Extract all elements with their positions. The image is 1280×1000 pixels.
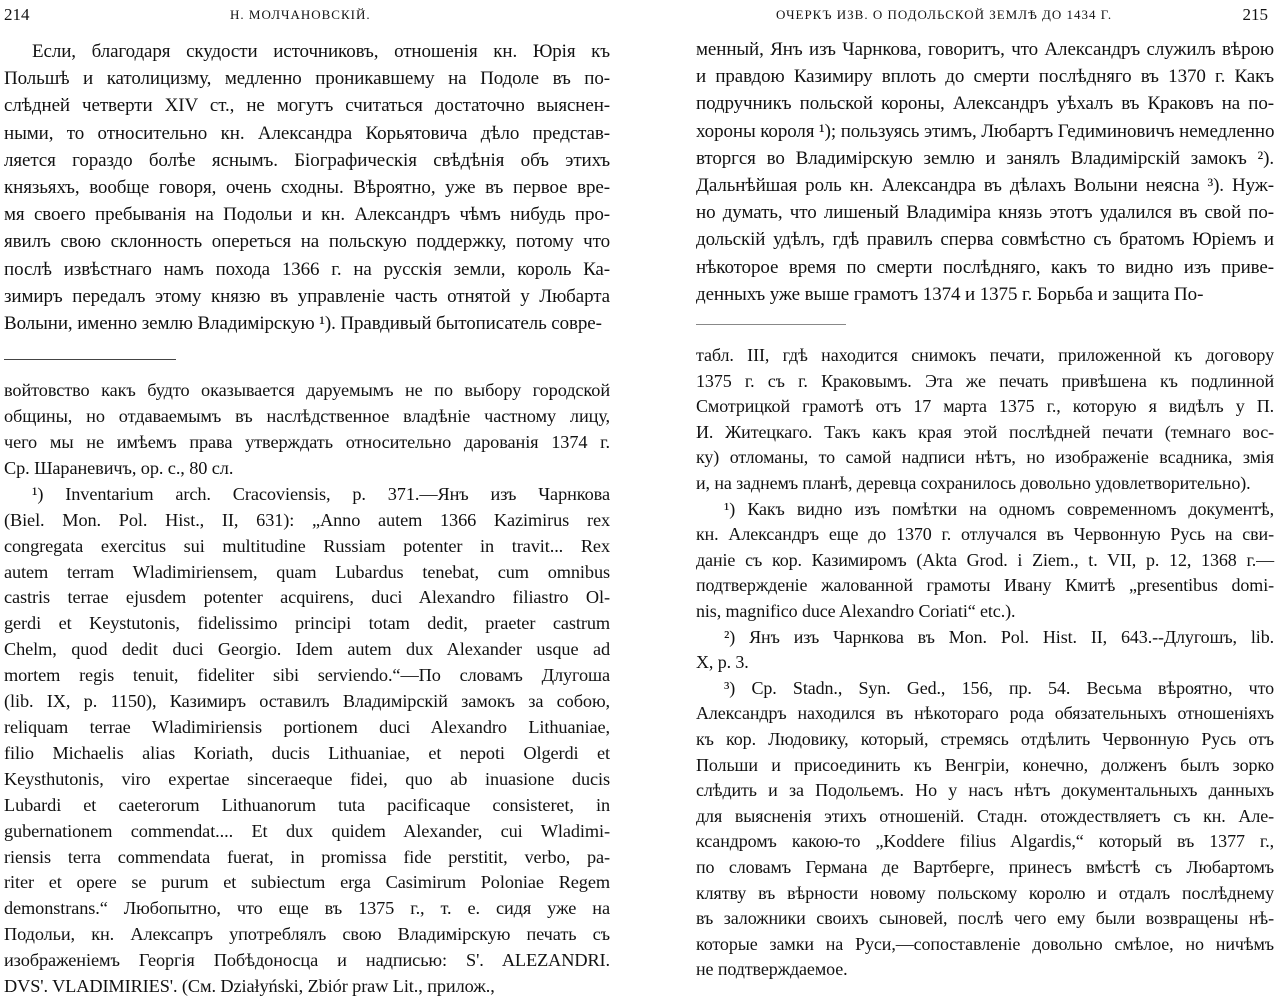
footnote-line: gerdi et Keystutonis, fidelissimo principi totam dedit, praeter castrum xyxy=(4,613,610,634)
text-line: дольскій удѣлъ, гдѣ правилъ сперва совмѣстно съ братомъ Юріемъ и xyxy=(696,229,1274,251)
footnote-line: demonstrans.“ Любопытно, что еще въ 1375 г., т. е. сидя уже на xyxy=(4,898,610,919)
footnote-line: ³) Ср. Stadn., Syn. Ged., 156, пр. 54. Весьма вѣроятно, что xyxy=(724,677,1274,698)
right-footnotes xyxy=(696,343,1274,983)
footnote-line: ксандромъ какою-то „Koddere filius Algardis,“ который въ 1377 г., xyxy=(696,831,1274,852)
left-page-number: 214 xyxy=(4,5,30,24)
footnote-line: чего мы не имѣемъ права утверждать относительно дарованія 1374 г. xyxy=(4,432,610,453)
right-page-number: 215 xyxy=(1242,5,1268,24)
footnote-line: Lubardi et caeterorum Lithuanorum tuta pacificaque consisteret, in xyxy=(4,794,610,815)
footnote-line: кн. Александръ еще до 1370 г. отлучался въ Червонную Русь на сви- xyxy=(696,524,1274,545)
footnote-line: (Biel. Mon. Pol. Hist., II, 631): „Anno autem 1366 Kazimirus rex xyxy=(4,509,610,530)
footnote-line: DVS'. VLADIMIRIES'. (См. Działyński, Zbiór praw Lit., прилож., xyxy=(4,976,495,997)
footnote-line: Chelm, quod dedit duci Georgio. Idem autem dux Alexander usque ad xyxy=(4,639,610,660)
footnote-line: въ заложники своихъ сыновей, послѣ чего ему были возвращены нѣ- xyxy=(696,908,1274,929)
footnote-line: ку) отломаны, то самой надписи нѣтъ, но изображеніе всадника, змія xyxy=(696,447,1274,468)
footnote-line: mortem regis tenuit, fideliter sibi serviendo.“—По словамъ Длугоша xyxy=(4,665,610,686)
footnote-line: ²) Янъ изъ Чарнкова въ Mon. Pol. Hist. II, 643.--Длугошъ, lib. xyxy=(724,626,1274,647)
right-running-title: ОЧЕРКЪ ИЗВ. О ПОДОЛЬСКОЙ ЗЕМЛѢ ДО 1434 Г. xyxy=(776,7,1113,22)
left-page xyxy=(0,0,622,997)
footnote-line: по словамъ Германа де Вартберге, принесъ вмѣстѣ съ Любартомъ xyxy=(696,856,1274,877)
footnote-line: войтовство какъ будто оказывается даруемымъ не по выбору городской xyxy=(4,380,610,401)
text-line: Польшѣ и католицизму, медленно проникавшему на Подоле въ по- xyxy=(4,68,610,90)
text-line: Дальнѣйшая роль кн. Александра въ дѣлахъ Волыни неясна ³). Нуж- xyxy=(696,175,1274,197)
text-line: послѣ извѣстнаго намъ похода 1366 г. на русскія земли, король Ка- xyxy=(4,258,610,280)
footnote-line: Подольи, кн. Алексапръ употреблялъ свою Владимірскую печать съ xyxy=(4,924,610,945)
right-footnote-divider xyxy=(696,324,846,325)
footnote-line: изображеніемъ Георгія Побѣдоносца и надписью: S'. ALEZANDRI. xyxy=(4,950,610,971)
footnote-line: не подтверждаемое. xyxy=(696,959,848,980)
footnote-line: для выясненія этихъ отношеній. Стадн. отождествляетъ съ кн. Але- xyxy=(696,805,1274,826)
footnote-line: 1375 г. съ г. Краковымъ. Эта же печать привѣшена къ подлинной xyxy=(696,370,1274,391)
right-body-text xyxy=(696,36,1274,308)
footnote-line: клятву въ вѣрности новому польскому королю и отдалъ послѣднему xyxy=(696,882,1274,903)
left-body-text xyxy=(4,38,610,337)
left-running-head xyxy=(4,4,610,26)
text-line: вторгся во Владимірскую землю и занялъ Владимірскій замокъ ²). xyxy=(696,147,1274,169)
footnote-line: Смотрицкой грамотѣ отъ 17 марта 1375 г., которую я видѣлъ у П. xyxy=(696,396,1274,417)
text-line: Если, благодаря скудости источниковъ, отношенія кн. Юрія къ xyxy=(32,41,610,62)
footnote-line: подтвержденіе жалованной грамоты Ивану Кмитѣ „presentibus domi- xyxy=(696,575,1274,596)
text-line: и правдою Казимиру вплоть до смерти послѣдняго въ 1370 г. Какъ xyxy=(696,66,1274,88)
footnote-line: къ кор. Людовику, который, стремясь отдѣлить Червонную Русь отъ xyxy=(696,728,1274,749)
footnote-line: congregata exercitus sui multitudine Russiam potenter in travit... Rex xyxy=(4,535,610,556)
footnote-line: и, на заднемъ планѣ, деревца сохранилось довольно удовлетворительно). xyxy=(696,473,1251,493)
text-line: подручникъ польской короны, Александръ уѣхалъ въ Краковъ на по- xyxy=(696,93,1274,115)
footnote-line: X, p. 3. xyxy=(696,652,749,673)
footnote-line: даніе съ кор. Казимиромъ (Akta Grod. i Ziem., t. VII, p. 12, 1368 г.— xyxy=(696,549,1274,570)
right-running-head xyxy=(696,4,1274,26)
footnote-line: табл. III, гдѣ находится снимокъ печати, приложенной къ договору xyxy=(696,345,1274,366)
footnote-line: riter et opere se purum et subiectum erga Casimirum Poloniae Regem xyxy=(4,872,610,893)
footnote-line: слѣдить и за Подольемъ. Но у насъ нѣтъ документальныхъ данныхъ xyxy=(696,780,1274,801)
footnote-line: filio Michaelis alias Koriath, ducis Lithuaniae, et nepoti Olgerdi et xyxy=(4,742,610,763)
text-line: ными, то относительно кн. Александра Корьятовича дѣло представ- xyxy=(4,122,610,144)
footnote-line: общины, но отдаваемымъ въ наслѣдственное владѣніе частному лицу, xyxy=(4,406,610,427)
text-line: хороны короля ¹); пользуясь этимъ, Любартъ Гедиминовичъ немедленно xyxy=(696,120,1275,142)
text-line: мя своего пребыванія на Подольи и кн. Александръ чѣмъ нибудь про- xyxy=(4,204,610,226)
footnote-line: nis, magnifico duce Alexandro Coriati“ etc.). xyxy=(696,600,1016,621)
text-line: менный, Янъ изъ Чарнкова, говоритъ, что Александръ служилъ вѣрою xyxy=(696,39,1274,60)
footnote-line: Ср. Шараневичъ, ор. с., 80 сл. xyxy=(4,457,234,478)
footnote-line: gubernationem commendat.... Et dux quidem Alexander, cui Wladimi- xyxy=(4,820,610,841)
footnote-line: которые замки на Руси,—сопоставленіе довольно смѣлое, но ничѣмъ xyxy=(696,933,1274,954)
footnote-line: Keysthutonis, viro expertae sinceraeque fidei, quo ab inuasione ducis xyxy=(4,768,610,789)
footnote-line: И. Житецкаго. Такъ какъ края этой послѣдней печати (темнаго вос- xyxy=(696,421,1274,442)
footnote-line: ¹) Inventarium arch. Cracoviensis, p. 371.—Янъ изъ Чарнкова xyxy=(32,483,610,504)
text-line: явилъ свою склонность опереться на польскую поддержку, потому что xyxy=(4,231,610,253)
text-line: ляется гораздо болѣе яснымъ. Біографическія свѣдѣнія объ этихъ xyxy=(4,149,610,171)
footnote-line: ¹) Какъ видно изъ помѣтки на одномъ современномъ документѣ, xyxy=(724,498,1274,519)
footnote-line: riensis terra commendata fuerat, in promissa fide perstitit, verbo, pa- xyxy=(4,846,610,867)
footnote-line: castris terrae ejusdem potenter acquirens, duci Alexandro filiastro Ol- xyxy=(4,587,610,608)
footnote-line: Польши и присоединить къ Венгріи, конечно, долженъ былъ зорко xyxy=(696,754,1274,775)
text-line: слѣдней четверти XIV ст., не могутъ считаться достаточно выяснен- xyxy=(4,95,610,117)
text-line: князьяхъ, вообще говоря, очень сходны. Вѣроятно, уже въ первое вре- xyxy=(4,177,610,199)
text-line: зимиръ передалъ этому князю въ управленіе часть отнятой у Любарта xyxy=(4,285,610,307)
right-page xyxy=(654,0,1280,978)
text-line: денныхъ уже выше грамотъ 1374 и 1375 г. Борьба и защита По- xyxy=(696,283,1204,305)
text-line: Волыни, именно землю Владимірскую ¹). Правдивый бытописатель совре- xyxy=(4,313,602,335)
footnote-line: reliquam terrae Wladimiriensis portionem duci Alexandro Lithuaniae, xyxy=(4,717,610,738)
footnote-line: autem terram Wladimiriensem, quam Lubardus tenebat, cum omnibus xyxy=(4,561,610,582)
left-footnote-divider xyxy=(4,359,176,360)
footnote-line: Александръ находился въ нѣкотораго рода обязательныхъ отношеніяхъ xyxy=(696,703,1274,724)
left-footnotes xyxy=(4,378,610,1000)
text-line: нѣкоторое время по смерти послѣдняго, какъ то видно изъ приве- xyxy=(696,256,1274,278)
text-line: но думать, что лишеный Владиміра князь этотъ удалился въ свой по- xyxy=(696,202,1274,224)
left-running-title: Н. МОЛЧАНОВСКІЙ. xyxy=(230,7,371,22)
footnote-line: (lib. IX, p. 1150), Казимиръ оставилъ Владимірскій замокъ за собою, xyxy=(4,691,610,712)
